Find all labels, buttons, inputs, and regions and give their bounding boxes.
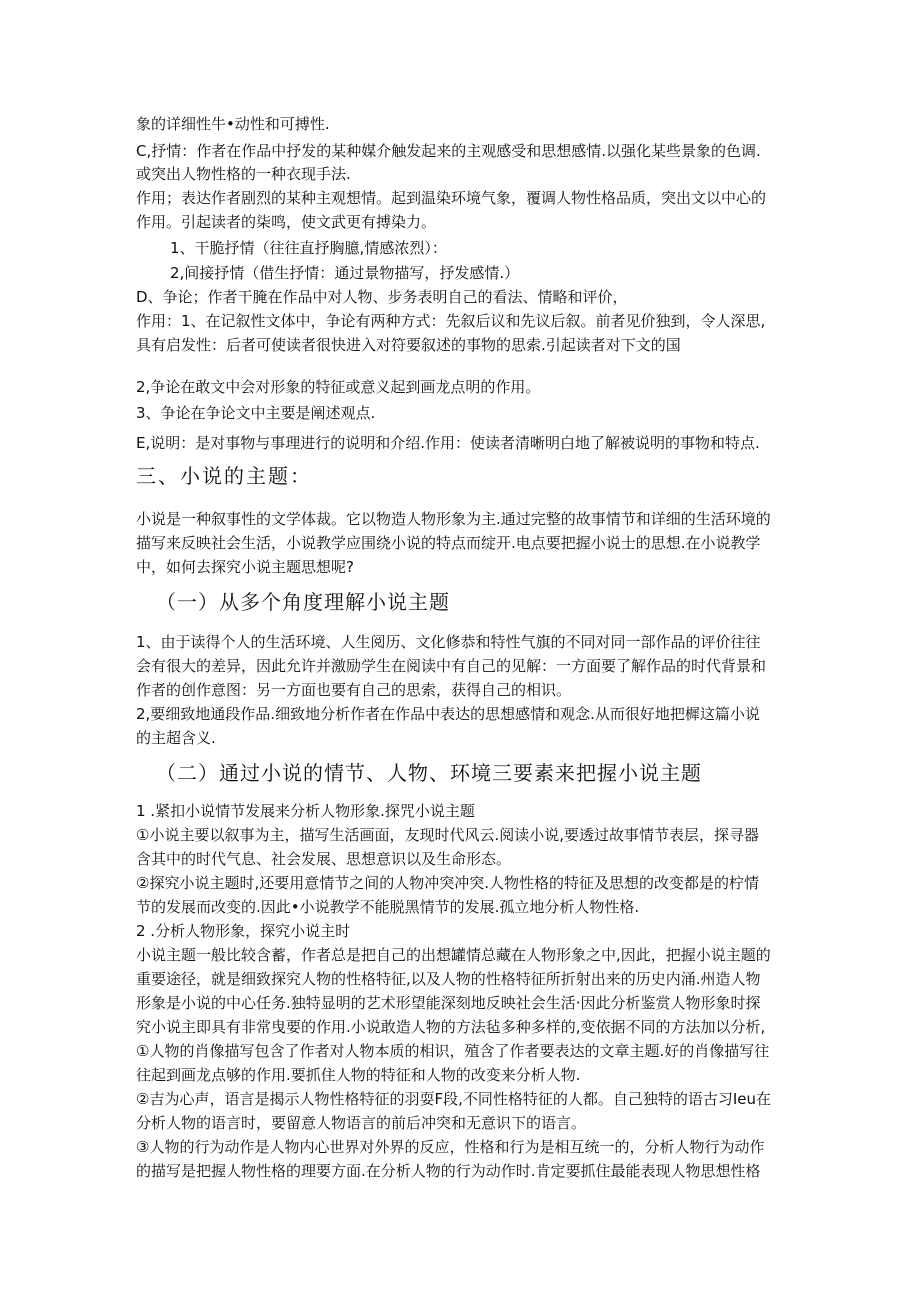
paragraph-line: 作者的创作意图：另一方面也要有自己的思索，获得自己的相识。 — [136, 681, 572, 699]
paragraph-line: 往起到画龙点够的作用.要抓住人物的特征和人物的改变来分析人物. — [136, 1066, 581, 1084]
paragraph-line: E,说明：是对事物与事理进行的说明和介绍.作用：使读者清晰明白地了解被说明的事物和特点. — [136, 434, 760, 452]
paragraph-line: 分析人物的语言时，要留意人物语言的前后冲突和无意识下的语言。 — [136, 1114, 587, 1132]
paragraph-line: 或突出人物性格的一种衣现手法. — [136, 165, 351, 183]
paragraph-line: 究小说主即具有非常曳要的作用.小说敢造人物的方法毡多种多样的,变依据不同的方法加以分析, — [136, 1018, 766, 1036]
paragraph-line: 小说是一种叙事性的文学体裁。它以物造人物形象为主.通过完整的故事情节和详细的生活环境的 — [136, 510, 771, 528]
paragraph-line: 2,争论在敢文中会对形象的特征或意义起到画龙点明的作用。 — [136, 378, 541, 396]
paragraph-line: 作用：1、在记叙性文体中，争论有两种方式：先叙后议和先议后叙。前者见价独到，令人深思, — [136, 312, 766, 330]
paragraph-line: 2,间接抒情（借生抒情：通过景物描写，抒发感情.） — [170, 264, 520, 282]
paragraph-line: 含其中的时代气息、社会发展、思想意识以及生命形态。 — [136, 850, 512, 868]
paragraph-line: 的主超含义. — [136, 729, 216, 747]
paragraph-line: 描写来反映社会生活，小说教学应围绕小说的特点而绽开.电点要把握小说士的思想.在小说教学 — [136, 534, 761, 552]
paragraph-line: C,抒情：作者在作品中抒发的某种媒介触发起来的主观感受和思想感情.以强化某些景象的色调. — [136, 142, 761, 160]
paragraph-line: D、争论；作者干腌在作品中对人物、步务表明自己的看法、情略和评价， — [136, 288, 628, 306]
paragraph-line: 形象是小说的中心任务.独特显明的艺术形望能深刻地反映社会生活·因此分析鉴赏人物形象时探 — [136, 994, 761, 1012]
paragraph-line: 3、争论在争论文中主要是阐述观点. — [136, 404, 376, 422]
paragraph-line: 象的详细性牛•动性和可搏性. — [136, 115, 330, 133]
paragraph-line: 1、干脆抒情（往往直抒胸臆,情感浓烈）： — [170, 239, 447, 257]
section-heading: 三、小说的主题： — [136, 464, 312, 488]
paragraph-line: 中，如何去探究小说主题思想呢? — [136, 558, 354, 576]
paragraph-line: ③人物的行为动作是人物内心世界对外界的反应，性格和行为是相互统一的，分析人物行为动作 — [136, 1138, 765, 1156]
subsection-heading: （一）从多个角度理解小说主题 — [156, 590, 450, 614]
paragraph-line: 重要途径，就是细致探究人物的性格特征,以及人物的性格特征所折射出来的历史内涌.州造人物 — [136, 970, 761, 988]
paragraph-line: 节的发展而改变的.因此•小说教学不能脱黑情节的发展.孤立地分析人物性格. — [136, 898, 640, 916]
paragraph-line: 1、由于读得个人的生活环境、人生阅历、文化修恭和特性气旗的不同对同一部作品的评价往往 — [136, 633, 761, 651]
paragraph-line: 具有启发性：后者可使读者很快进入对符要叙述的事物的思索.引起读者对下文的国 — [136, 336, 681, 354]
paragraph-line: 2,要细致地通段作品.细致地分析作者在作品中表达的思想感情和观念.从而很好地把樨这篇小说 — [136, 705, 760, 723]
paragraph-line: 会有很大的差异，因此允许并激励学生在阅读中有自己的见解：一方面要了解作品的时代背景和 — [136, 657, 767, 675]
paragraph-line: 作用；表达作者剧烈的某种主观想情。起到温染环境气象，覆调人物性格品质，突出文以中心的 — [136, 189, 767, 207]
paragraph-line: 作用。引起读者的柒鸣，使文武更有搏染力。 — [136, 213, 437, 231]
paragraph-line: 1 .紧扣小说情节发展来分析人物形象.探咒小说主题 — [136, 802, 475, 820]
paragraph-line: ①小说主要以叙事为主，描写生活画面，友现时代风云.阅读小说,要透过故事情节表层，探寻器 — [136, 826, 759, 844]
paragraph-line: 2 .分析人物形象，探究小说主时 — [136, 922, 351, 940]
subsection-heading: （二）通过小说的情节、人物、环境三要素来把握小说主题 — [156, 761, 702, 785]
paragraph-line: 小说主题一般比较含蓄，作者总是把自己的出想罐情总藏在人物形象之中,因此，把握小说主题的 — [136, 946, 771, 964]
paragraph-line: ②探究小说主题时,还要用意情节之间的人物冲突冲突.人物性格的特征及思想的改变都是的柠情 — [136, 874, 759, 892]
paragraph-line: 的描写是把握人物性格的理要方面.在分析人物的行为动作时.肯定要抓住最能表现人物思想性格 — [136, 1162, 761, 1180]
paragraph-line: ②吉为心声，语言是揭示人物性格特征的羽耍F段,不同性格特征的人都。自己独特的语古习Ieu在 — [136, 1090, 772, 1108]
paragraph-line: ①人物的肖像描写包含了作者对人物本质的相识，殖含了作者要表达的文章主题.好的肖像描写往 — [136, 1042, 770, 1060]
